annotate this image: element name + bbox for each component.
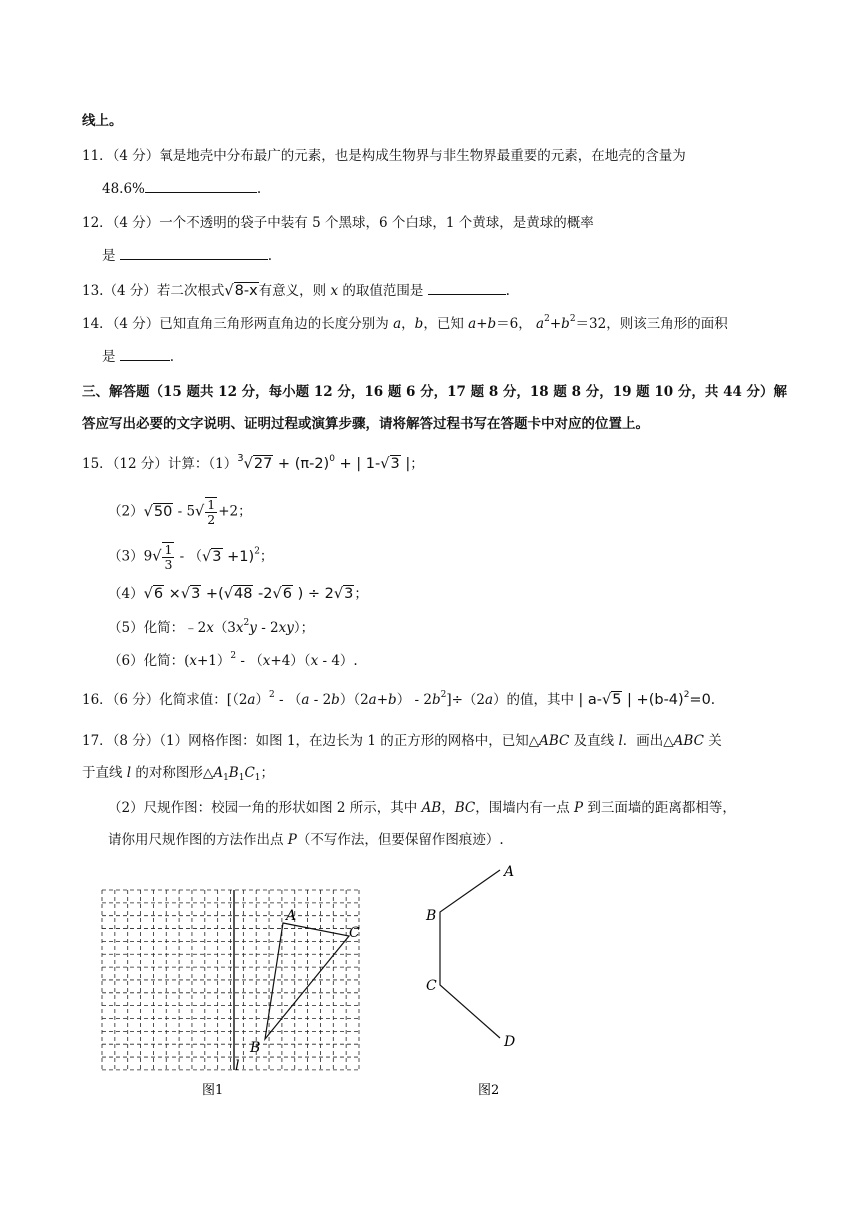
q12-line2: 是 . <box>102 248 273 264</box>
q14-line1: 14．（4 分）已知直角三角形两直角边的长度分别为 a，b，已知 a+b＝6， $a^2+b^2=32$，则该三角形的面积 <box>82 314 728 332</box>
q15-5: （5）化简：$﹣2x(3x^2y - 2xy)$； <box>108 618 315 636</box>
line-continuation: 线上。 <box>82 113 123 129</box>
q17-line2: 于直线 l 的对称图形$\triangle A_1B_1C_1$； <box>82 765 275 783</box>
q16: 16．（6 分）化简求值：$[(2a)^2 - (a - 2b)(2a+b) - 2b^2]\div(2a)$的值，其中 | a-√5 | $+(b-4)^2=0$. <box>82 690 716 708</box>
label-l: l <box>235 1058 240 1074</box>
triangle-abc <box>265 923 349 1039</box>
label-a: A <box>286 908 297 924</box>
label-b: B <box>250 1040 261 1056</box>
wall-polyline <box>440 870 500 1038</box>
label-d: D <box>504 1034 516 1050</box>
q12-line1: 12．（4 分）一个不透明的袋子中装有 5 个黑球，6 个白球，1 个黄球，是黄球的概率 <box>82 215 594 231</box>
figure-2-caption: 图2 <box>478 1083 500 1098</box>
q15-6: （6）化简：(x+1）$^2$ - （x+4）（x - 4）. <box>108 651 358 669</box>
q15-3: （3）9√ $\frac{1}{3}$ - （√3 +1)$^2$； <box>108 542 274 572</box>
q15-4: （4）√6 ×√3 +(√48 -2√6 ) ÷ 2√3； <box>108 586 368 602</box>
q15-1: 15．（12 分）计算：$(1)^3√27 + (\pi-2)^0$ + | 1-√3 |； <box>82 453 424 472</box>
label-c: C <box>426 978 437 994</box>
q17-line1: 17．（8 分）（1）网格作图：如图 1，在边长为 1 的正方形的网格中，已知△ABC 及直线 l．画出△ABC 关 <box>82 733 722 749</box>
figure-2-walls <box>420 860 540 1100</box>
figure-1-grid <box>96 884 368 1100</box>
q13: 13.（4 分）若二次根式√8-x有意义，则 x 的取值范围是 . <box>82 283 510 299</box>
q11-line2: 48.6% . <box>102 181 262 197</box>
q14-line2: 是 . <box>102 349 175 365</box>
section3-header-2: 答应写出必要的文字说明、证明过程或演算步骤，请将解答过程书写在答题卡中对应的位置上。 <box>82 416 649 432</box>
q17-line4: 请你用尺规作图的方法作出点 P（不写作法，但要保留作图痕迹）. <box>108 832 504 848</box>
figure-1-caption: 图1 <box>202 1083 224 1098</box>
q11-line1: 11．（4 分）氧是地壳中分布最广的元素，也是构成生物界与非生物界最重要的元素，在地壳的含量为 <box>82 148 686 164</box>
q15-2: （2）√50 - 5√ $\frac{1}{2}$ +2； <box>108 497 252 527</box>
label-c: C <box>349 925 360 941</box>
label-a: A <box>504 864 515 880</box>
q17-line3: （2）尺规作图：校园一角的形状如图 2 所示，其中 AB，BC，围墙内有一点 P 到三面墙的距离都相等， <box>108 800 736 816</box>
label-b: B <box>426 908 437 924</box>
section3-header: 三、解答题（15 题共 12 分，每小题 12 分，16 题 6 分，17 题 8 分，18 题 8 分，19 题 10 分，共 44 分）解 <box>82 384 788 400</box>
